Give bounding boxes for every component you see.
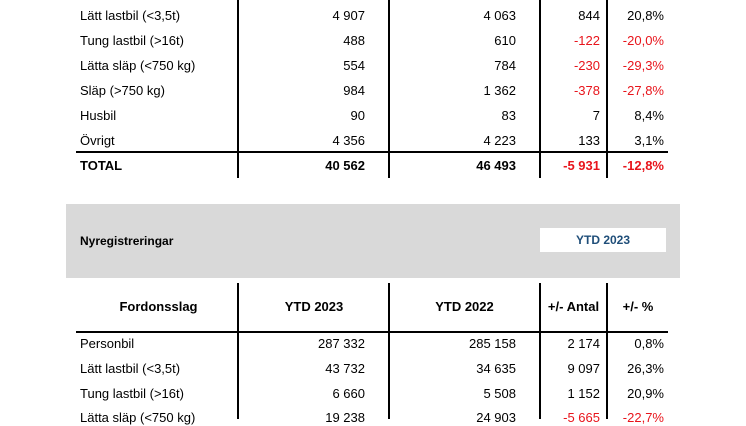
row-value-2022: 784 (494, 58, 516, 73)
period-badge: YTD 2023 (540, 228, 666, 252)
total-pct: -12,8% (622, 158, 664, 173)
row-pct: 20,9% (627, 386, 664, 401)
total-separator (76, 151, 668, 153)
row-label: Lätt lastbil (<3,5t) (80, 361, 181, 376)
row-pct: -20,0% (622, 33, 664, 48)
header-ytd-2022: YTD 2022 (435, 299, 494, 314)
header-diff: +/- Antal (547, 299, 600, 314)
row-label: Tung lastbil (>16t) (80, 33, 184, 48)
row-value-2022: 1 362 (483, 83, 516, 98)
header-fordonsslag: Fordonsslag (119, 299, 198, 314)
row-value-2022: 610 (494, 33, 516, 48)
row-diff: -378 (573, 83, 600, 98)
row-value-2023: 19 238 (325, 410, 365, 425)
section-title: Nyregistreringar (80, 234, 174, 248)
row-value-2023: 4 907 (332, 8, 365, 23)
row-label: Personbil (80, 336, 135, 351)
total-value-2022: 46 493 (476, 158, 516, 173)
row-value-2022: 285 158 (469, 336, 516, 351)
row-value-2022: 4 223 (483, 133, 516, 148)
row-value-2023: 6 660 (332, 386, 365, 401)
row-pct: -29,3% (622, 58, 664, 73)
row-label: Släp (>750 kg) (80, 83, 165, 98)
row-label: Lätta släp (<750 kg) (80, 410, 196, 425)
row-value-2022: 24 903 (476, 410, 516, 425)
row-value-2022: 83 (501, 108, 516, 123)
row-label: Övrigt (80, 133, 115, 148)
row-value-2023: 488 (343, 33, 365, 48)
total-value-2023: 40 562 (325, 158, 365, 173)
header-pct: +/- % (622, 299, 654, 314)
row-value-2023: 90 (350, 108, 365, 123)
row-diff: 844 (578, 8, 600, 23)
row-pct: 26,3% (627, 361, 664, 376)
row-diff: 133 (578, 133, 600, 148)
row-label: Lätta släp (<750 kg) (80, 58, 196, 73)
bottom-col-divider-1 (237, 283, 239, 419)
row-value-2023: 43 732 (325, 361, 365, 376)
total-label: TOTAL (80, 158, 123, 173)
row-pct: -27,8% (622, 83, 664, 98)
row-value-2022: 5 508 (483, 386, 516, 401)
row-pct: 20,8% (627, 8, 664, 23)
row-diff: 2 174 (567, 336, 600, 351)
row-diff: -122 (573, 33, 600, 48)
header-ytd-2023: YTD 2023 (284, 299, 344, 314)
row-diff: -5 665 (563, 410, 600, 425)
row-pct: 8,4% (634, 108, 664, 123)
row-pct: 3,1% (634, 133, 664, 148)
row-value-2022: 34 635 (476, 361, 516, 376)
row-label: Husbil (80, 108, 117, 123)
row-value-2023: 554 (343, 58, 365, 73)
row-value-2022: 4 063 (483, 8, 516, 23)
row-value-2023: 984 (343, 83, 365, 98)
row-value-2023: 4 356 (332, 133, 365, 148)
row-value-2023: 287 332 (318, 336, 365, 351)
row-diff: -230 (573, 58, 600, 73)
row-label: Lätt lastbil (<3,5t) (80, 8, 181, 23)
row-label: Tung lastbil (>16t) (80, 386, 184, 401)
row-pct: -22,7% (622, 410, 664, 425)
row-diff: 9 097 (567, 361, 600, 376)
row-pct: 0,8% (634, 336, 664, 351)
header-separator (76, 331, 668, 333)
row-diff: 1 152 (567, 386, 600, 401)
row-diff: 7 (592, 108, 600, 123)
total-diff: -5 931 (563, 158, 600, 173)
